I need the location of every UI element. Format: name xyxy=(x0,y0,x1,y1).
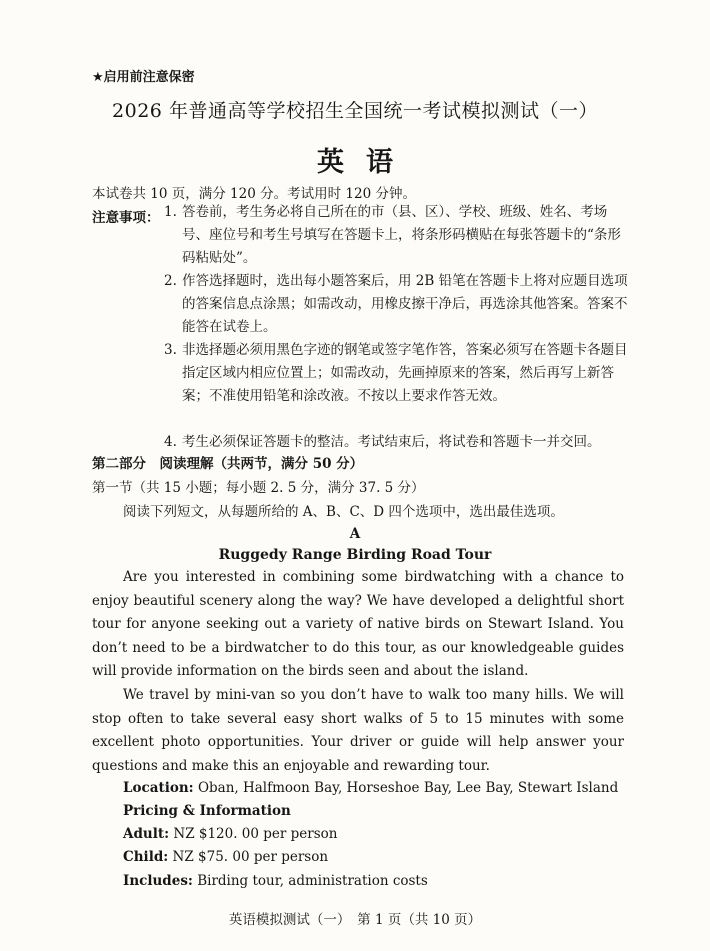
exam-intro: 本试卷共 10 页，满分 120 分。考试用时 120 分钟。 xyxy=(92,186,416,202)
notice-item xyxy=(164,339,634,408)
notice-item xyxy=(164,431,634,454)
notice-item xyxy=(164,201,634,270)
notice-item-number: 3. xyxy=(164,342,177,358)
part2-heading: 第二部分 阅读理解（共两节，满分 50 分） xyxy=(92,456,364,472)
notice-item-text: 非选择题必须用黑色字迹的钢笔或签字笔作答，答案必须写在答题卡各题目指定区域内相应位置上；如需改动，先画掉原来的答案，然后再写上新答案；不准使用铅笔和涂改液。不按以上要求作答无效。 xyxy=(182,342,628,404)
location-value: Oban, Halfmoon Bay, Horseshoe Bay, Lee Bay, Stewart Island xyxy=(197,780,619,796)
adult-label: Adult: xyxy=(123,826,170,842)
passage-paragraph: We travel by mini-van so you don’t have to walk too many hills. We will stop often to take several easy short walks of 5 to 15 minutes with some excellent photo opportunities. Your driver or guide will help answer your questions and make this an enjoyable and rewarding tour. xyxy=(92,687,624,774)
notice-item-number: 2. xyxy=(164,273,177,289)
section1-heading: 第一节（共 15 小题；每小题 2. 5 分，满分 37. 5 分） xyxy=(92,480,425,496)
notice-item-text: 答卷前，考生务必将自己所在的市（县、区）、学校、班级、姓名、考场号、座位号和考生号填写在答题卡上，将条形码横贴在每张答题卡的“条形码粘贴处”。 xyxy=(182,204,621,266)
passage-paragraph: Are you interested in combining some birdwatching with a chance to enjoy beautiful scenery along the way? We have developed a delightful short tour for anyone seeking out a variety of native birds on Stewart Island. You don’t need to be a birdwatcher to do this tour, as our knowledgeable guides will provide information on the birds seen and about the island. xyxy=(92,569,624,679)
child-price-line xyxy=(123,849,328,865)
pricing-heading xyxy=(123,803,291,819)
child-price: NZ $75. 00 per person xyxy=(172,849,329,865)
notice-item-text: 考生必须保证答题卡的整洁。考试结束后，将试卷和答题卡一并交回。 xyxy=(182,434,601,450)
passage-letter: A xyxy=(349,526,361,542)
includes-line xyxy=(123,873,428,889)
adult-price: NZ $120. 00 per person xyxy=(173,826,338,842)
exam-title: 2026 年普通高等学校招生全国统一考试模拟测试（一） xyxy=(112,100,598,122)
notice-label: 注意事项： xyxy=(92,210,160,226)
child-label: Child: xyxy=(123,849,169,865)
reading-directions: 阅读下列短文，从每题所给的 A、B、C、D 四个选项中，选出最佳选项。 xyxy=(123,504,564,520)
subject-title: 英语 xyxy=(317,147,415,178)
location-line xyxy=(123,780,618,796)
notice-item-number: 1. xyxy=(164,204,177,220)
adult-price-line xyxy=(123,826,337,842)
notice-item-text: 作答选择题时，选出每小题答案后，用 2B 铅笔在答题卡上将对应题目选项的答案信息点涂黑；如需改动，用橡皮擦干净后，再选涂其他答案。答案不能答在试卷上。 xyxy=(182,273,628,335)
page-footer: 英语模拟测试（一） 第 1 页（共 10 页） xyxy=(228,912,482,928)
passage-title: Ruggedy Range Birding Road Tour xyxy=(218,547,492,563)
pricing-heading-text: Pricing & Information xyxy=(123,803,291,819)
includes-label: Includes: xyxy=(123,873,193,889)
notice-item-number: 4. xyxy=(164,434,177,450)
location-label: Location: xyxy=(123,780,194,796)
includes-value: Birding tour, administration costs xyxy=(197,873,428,889)
confidential-mark: ★启用前注意保密 xyxy=(92,70,195,85)
notice-item xyxy=(164,270,634,339)
